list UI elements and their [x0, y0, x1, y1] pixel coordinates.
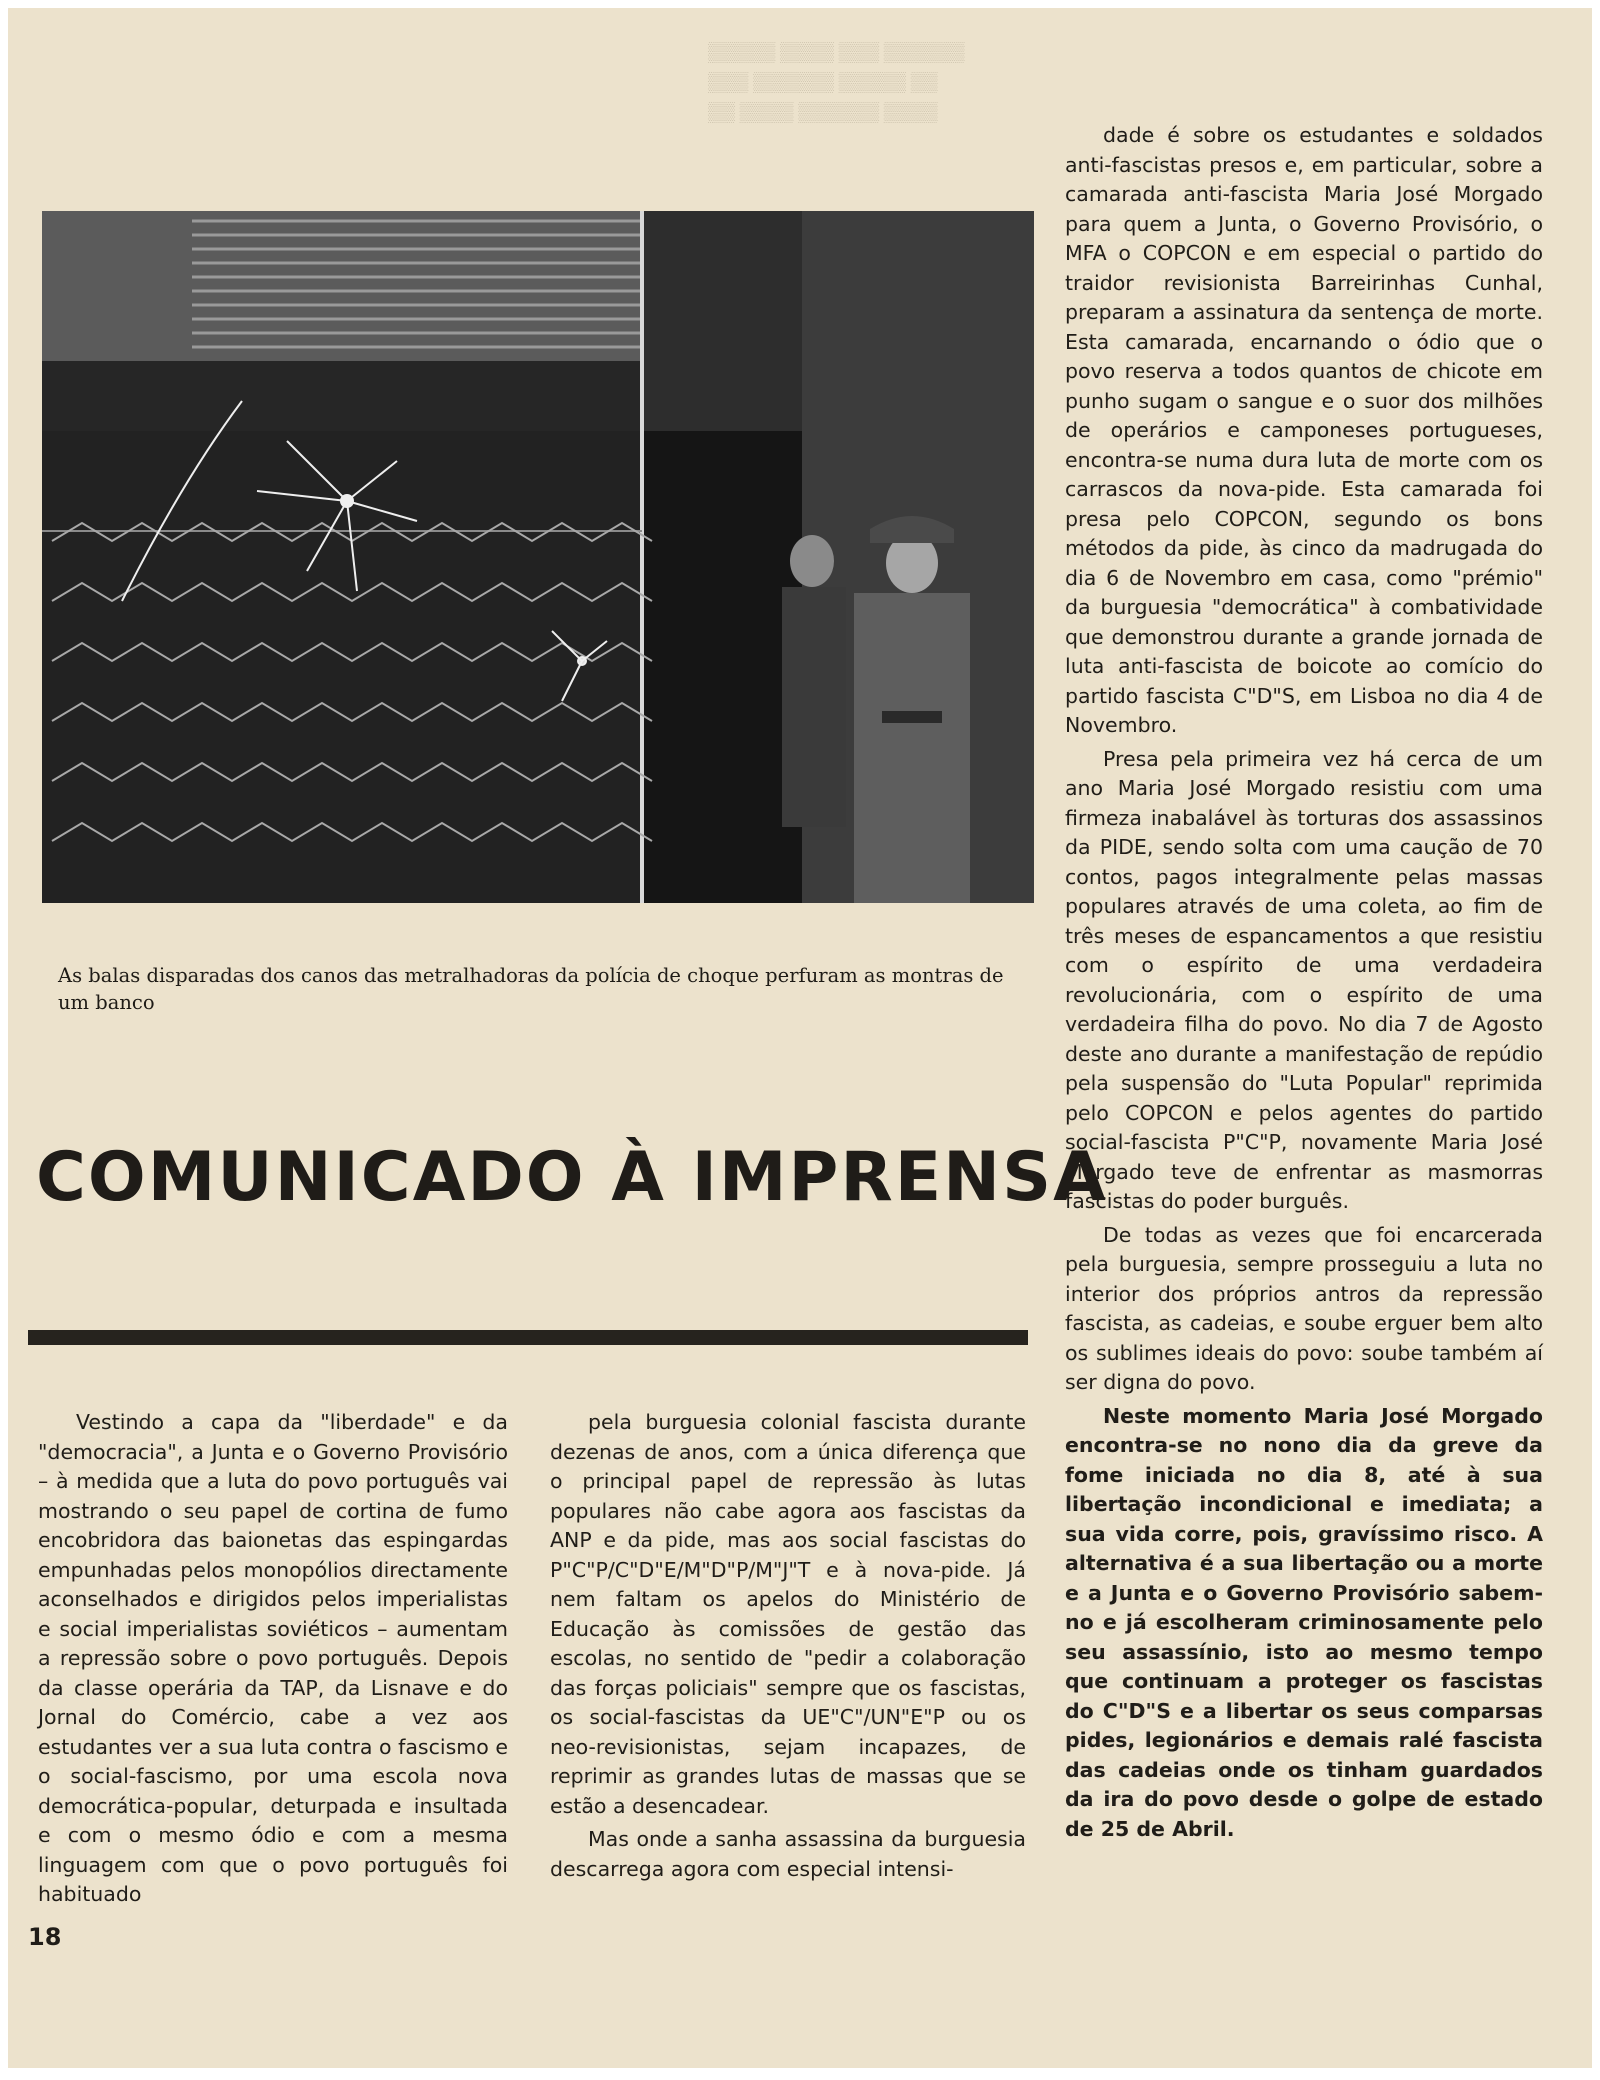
article-column-2: [550, 1408, 1026, 1884]
paragraph: De todas as vezes que foi encarcerada pela burguesia, sempre prosseguiu a luta no interior dos próprios antros da repressão fascista, as cadeias, e soube erguer bem alto os sublimes ideais do povo: soube também aí ser digna do povo.: [1065, 1222, 1543, 1394]
headline: COMUNICADO À IMPRENSA: [36, 1138, 1108, 1217]
paragraph: Vestindo a capa da "liberdade" e da "democracia", a Junta e o Governo Provisório – à medida que a luta do povo português vai mostrando o seu papel de cortina de fumo encobridora das baionetas das espingardas empunhadas pelos monopólios directamente aconselhados e dirigidos pelos imperialistas e social imperialistas soviéticos – aumentam a repressão sobre o povo português. Depois da classe operária da TAP, da Lisnave e do Jornal do Comércio, cabe a vez aos estudantes ver a sua luta contra o fascismo e o social-fascismo, por uma escola nova democrática-popular, deturpada e insultada e com o mesmo ódio e com a mesma linguagem com que o povo português foi habituado: [38, 1410, 508, 1906]
show-through-text: ▒▒▒▒▒ ▒▒▒▒ ▒▒▒ ▒▒▒▒▒▒ ▒▒▒ ▒▒▒▒▒▒ ▒▒▒▒▒ ▒▒ ▒▒ ▒▒▒▒ ▒▒▒▒▒▒ ▒▒▒▒: [708, 42, 965, 123]
page-number: 18: [28, 1923, 62, 1951]
paragraph: dade é sobre os estudantes e soldados anti-fascistas presos e, em particular, sobre a camarada anti-fascista Maria José Morgado para quem a Junta, o Governo Provisório, o MFA o COPCON e em especial o partido do traidor revisionista Barreirinhas Cunhal, preparam a assinatura da sentença de morte. Esta camarada, encarnando o ódio que o povo reserva a todos quantos de chicote em punho sugam o sangue e o suor dos milhões de operários e camponeses portugueses, encontra-se numa dura luta de morte com os carrascos da nova-pide. Esta camarada foi presa pelo COPCON, segundo os bons métodos da pide, às cinco da madrugada do dia 6 de Novembro em casa, como "prémio" da burguesia "democrática" à combatividade que demonstrou durante a grande jornada de luta anti-fascista de boicote ao comício do partido fascista C"D"S, em Lisboa no dia 4 de Novembro.: [1065, 123, 1543, 737]
paragraph: Mas onde a sanha assassina da burguesia descarrega agora com especial intensi-: [550, 1827, 1026, 1881]
paragraph: pela burguesia colonial fascista durante dezenas de anos, com a única diferença que o principal papel de repressão às lutas populares não cabe agora aos fascistas da ANP e da pide, mas aos social fascistas do P"C"P/C"D"E/M"D"P/M"J"T e à nova-pide. Já nem faltam os apelos do Ministério de Educação às comissões de gestão das escolas, no sentido de "pedir a colaboração das forças policiais" sempre que os fascistas, os social-fascistas da UE"C"/UN"E"P ou os neo-revisionistas, sejam incapazes, de reprimir as grandes lutas de massas que se estão a desencadear.: [550, 1410, 1026, 1818]
paragraph: Presa pela primeira vez há cerca de um ano Maria José Morgado resistiu com uma firmeza inabalável às torturas dos assassinos da PIDE, sendo solta com uma caução de 70 contos, pagos integralmente pelas massas populares através de uma coleta, ao fim de três meses de espancamentos a que resistiu com o espírito de uma verdadeira revolucionária, com o espírito de uma verdadeira filha do povo. No dia 7 de Agosto deste ano durante a manifestação de repúdio pela suspensão do "Luta Popular" reprimida pelo COPCON e pelos agentes do partido social-fascista P"C"P, novamente Maria José Morgado teve de enfrentar as masmorras fascistas do poder burguês.: [1065, 746, 1543, 1213]
bank-window-photo: [42, 211, 1034, 903]
article-column-1: [38, 1408, 508, 1910]
magazine-page: [8, 8, 1592, 2068]
article-column-3: [1065, 121, 1543, 1844]
photo-caption: As balas disparadas dos canos das metralhadoras da polícia de choque perfuram as montras de um banco: [58, 964, 1004, 1014]
news-photo: [42, 211, 1034, 903]
headline-rule: [28, 1330, 1028, 1345]
bold-paragraph: Neste momento Maria José Morgado encontra-se no nono dia da greve da fome iniciada no dia 8, até à sua libertação incondicional e imediata; a sua vida corre, pois, gravíssimo risco. A alternativa é a sua libertação ou a morte e a Junta e o Governo Provisório sabem-no e já escolheram criminosamente pelo seu assassínio, isto ao mesmo tempo que continuam a proteger os fascistas do C"D"S e a libertar os seus comparsas pides, legionários e demais ralé fascista das cadeias onde os tinham guardados da ira do povo desde o golpe de estado de 25 de Abril.: [1065, 1403, 1543, 1841]
